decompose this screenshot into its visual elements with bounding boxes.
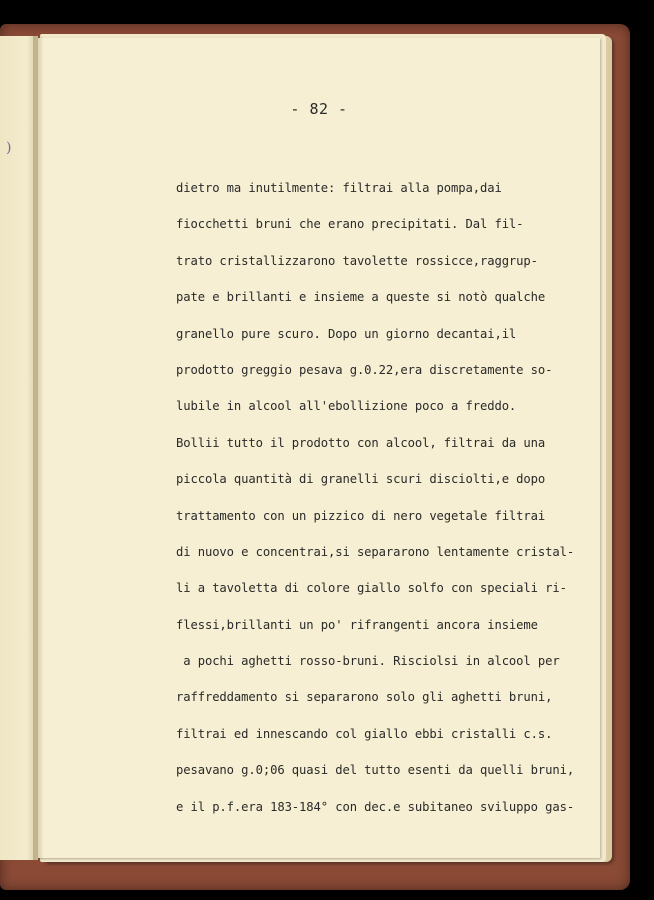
text-line: dietro ma inutilmente: filtrai alla pompa,dai bbox=[176, 181, 502, 195]
right-page bbox=[38, 38, 600, 858]
text-line: fiocchetti bruni che erano precipitati. Dal fil- bbox=[176, 217, 524, 232]
text-line: prodotto greggio pesava g.0.22,era discretamente so- bbox=[176, 362, 553, 377]
text-line: a pochi aghetti rosso-bruni. Risciolsi in alcool per bbox=[176, 654, 560, 669]
text-line: raffreddamento si separarono solo gli aghetti bruni, bbox=[176, 690, 553, 705]
page-number: - 82 - bbox=[290, 100, 348, 118]
book-gutter bbox=[33, 36, 43, 860]
text-line: pate e brillanti e insieme a queste si notò qualche bbox=[176, 290, 546, 305]
text-line: flessi,brillanti un po' rifrangenti ancora insieme bbox=[176, 617, 538, 632]
text-line: trattamento con un pizzico di nero vegetale filtrai bbox=[176, 508, 546, 523]
left-page-mark: ) bbox=[6, 140, 12, 156]
text-line: pesavano g.0;06 quasi del tutto esenti da quelli bruni, bbox=[176, 763, 575, 778]
typed-text-body bbox=[176, 170, 596, 825]
text-line: Bollii tutto il prodotto con alcool, filtrai da una bbox=[176, 435, 546, 450]
text-line: di nuovo e concentrai,si separarono lentamente cristal- bbox=[176, 544, 575, 559]
text-line: trato cristallizzarono tavolette rossicce,raggrup- bbox=[176, 253, 538, 268]
text-line: e il p.f.era 183-184° con dec.e subitaneo sviluppo gas- bbox=[176, 799, 575, 814]
text-line: lubile in alcool all'ebollizione poco a freddo. bbox=[176, 399, 517, 414]
text-line: li a tavoletta di colore giallo solfo con speciali ri- bbox=[176, 581, 567, 596]
text-line: filtrai ed innescando col giallo ebbi cristalli c.s. bbox=[176, 726, 553, 741]
text-line: piccola quantità di granelli scuri disciolti,e dopo bbox=[176, 472, 546, 487]
text-line: granello pure scuro. Dopo un giorno decantai,il bbox=[176, 326, 517, 341]
